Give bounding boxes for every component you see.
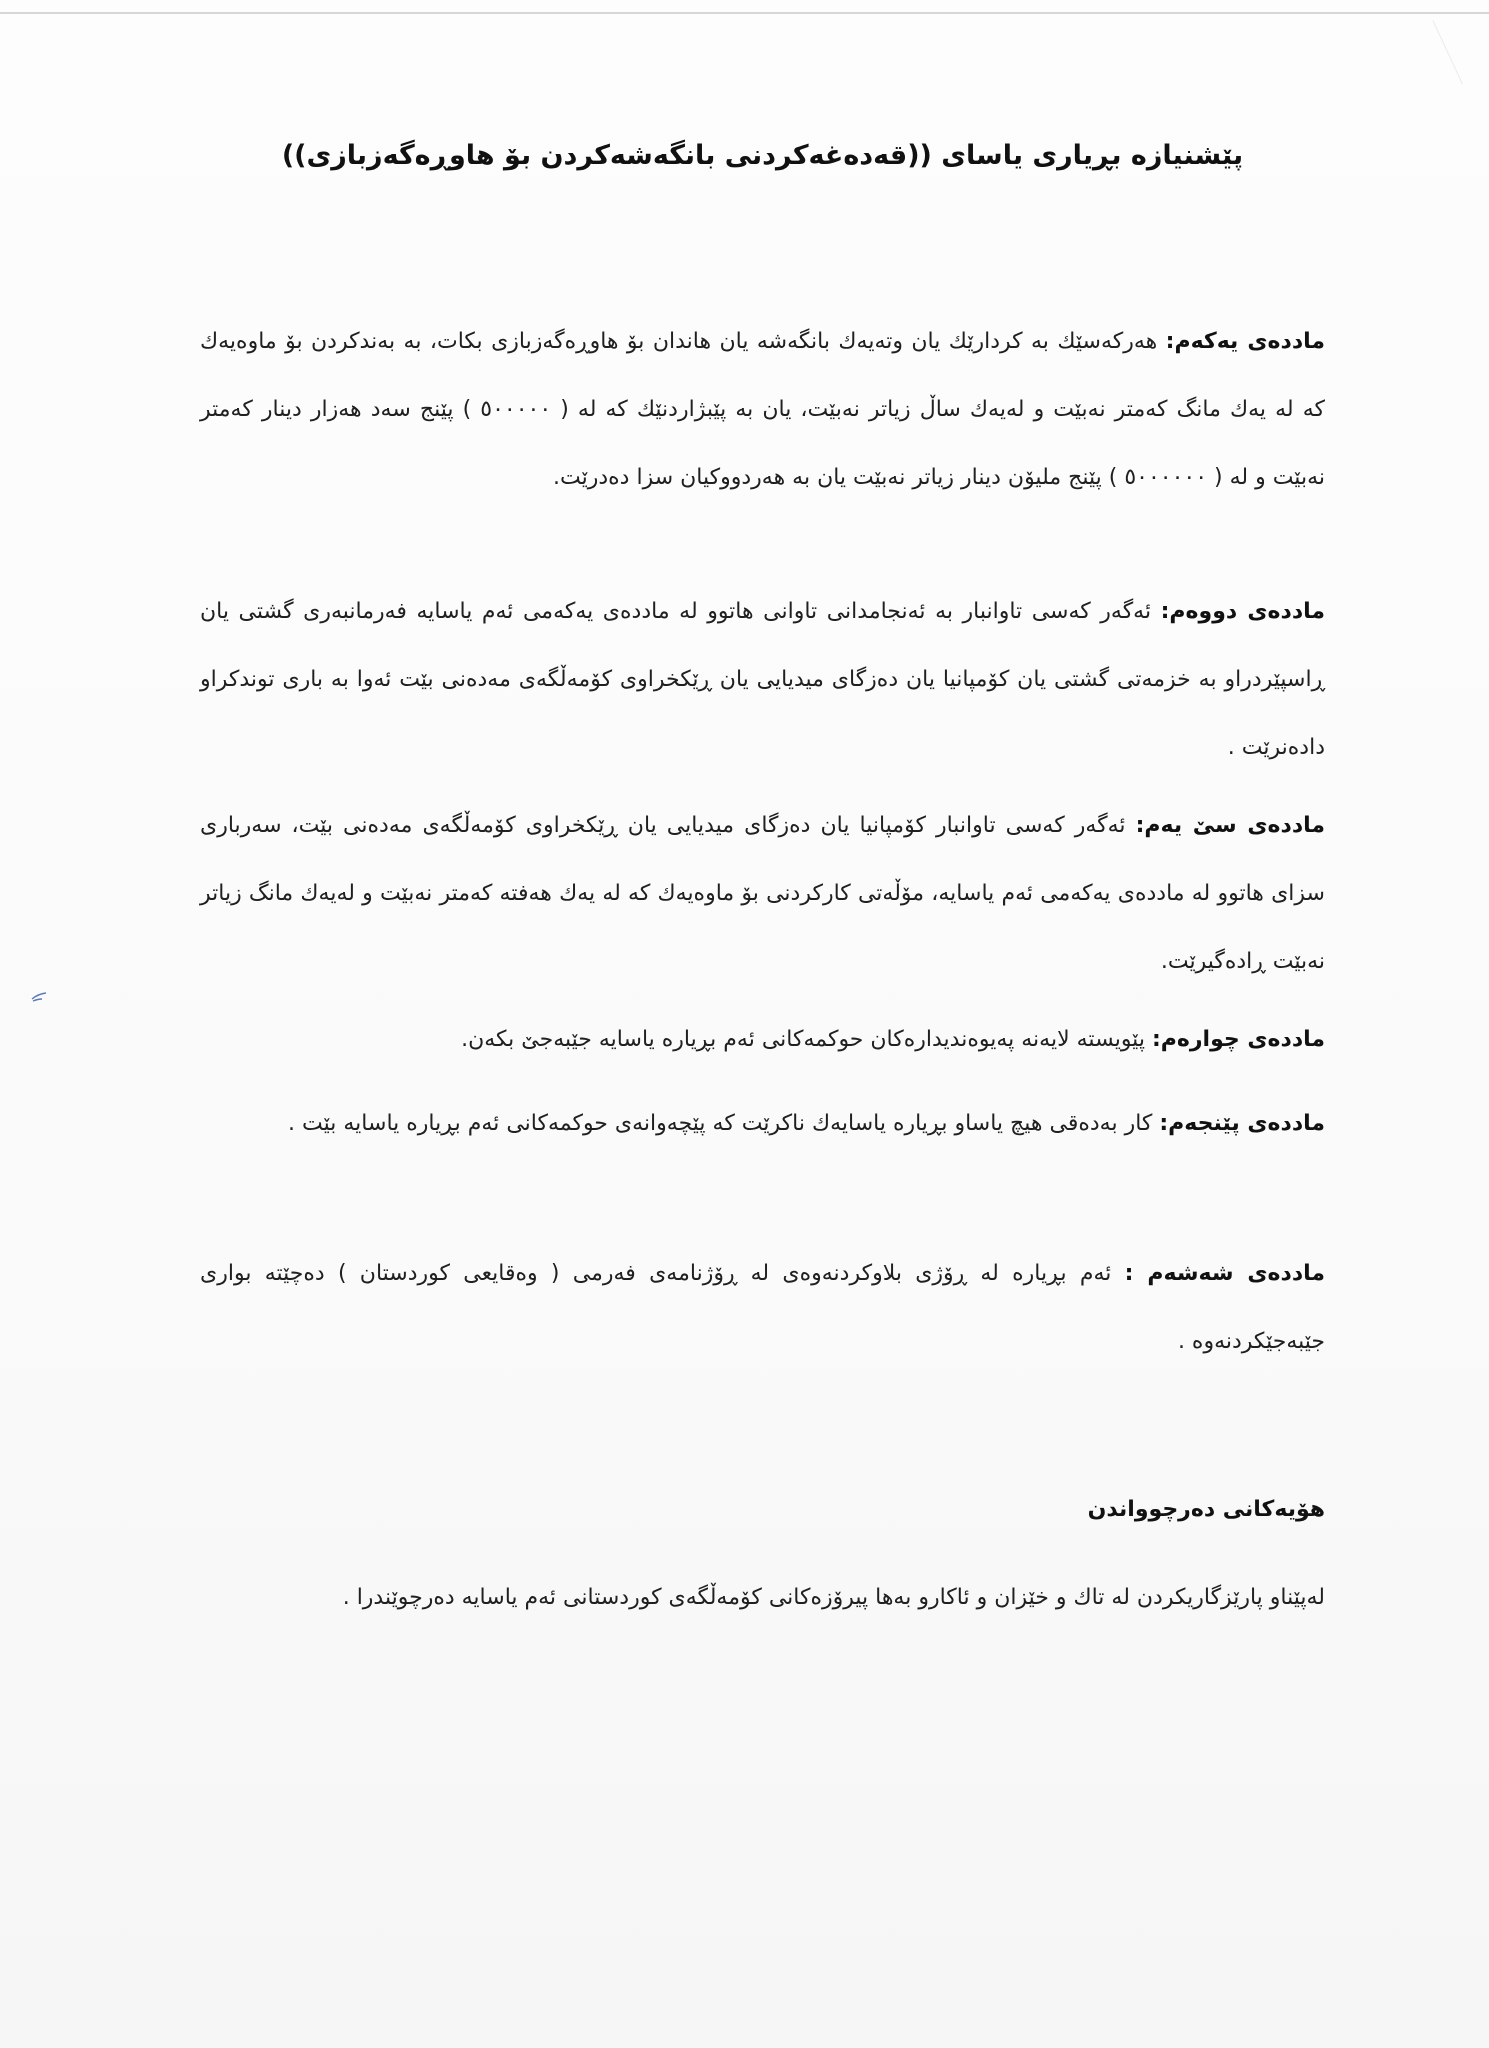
article-3: [200, 792, 1325, 996]
article-1-label: ماددەی یەکەم:: [1165, 329, 1326, 354]
article-2-text: ئەگەر کەسی تاوانبار بە ئەنجامدانی تاوانی هاتوو لە ماددەی یەکەمی ئەم یاسایە فەرمانبەری گشتی یان ڕاسپێردراو بە خزمەتی گشتی یان کۆمپانیا یان دەزگای میدیایی یان ڕێکخراوی کۆمەڵگەی مەدەنی بێت ئەوا بە باری توندکراو دادەنرێت .: [200, 599, 1325, 760]
article-1-text: هەرکەسێك بە کردارێك یان وتەیەك بانگەشە یان هاندان بۆ هاوڕەگەزبازی بکات، بە بەندکردن بۆ ماوەیەك کە لە یەك مانگ کەمتر نەبێت و لەیەك ساڵ زیاتر نەبێت، یان بە پێبژاردنێك کە لە ( ٥٠٠٠٠٠ ) پێنج سەد هەزار دینار کەمتر نەبێت و لە ( ٥٠٠٠٠٠٠ ) پێنج ملیۆن دینار زیاتر نەبێت یان بە هەردووکیان سزا دەدرێت.: [200, 329, 1325, 490]
article-5-text: کار بەدەقی هیچ یاساو بڕیارە یاسایەك ناکرێت کە پێچەوانەی حوکمەکانی ئەم بڕیارە یاسایە بێت .: [288, 1111, 1160, 1136]
page-top-edge: [0, 12, 1489, 14]
article-3-label: ماددەی سێ یەم:: [1135, 813, 1325, 838]
article-5-label: ماددەی پێنجەم:: [1159, 1111, 1325, 1136]
article-4-text: پێویستە لایەنە پەیوەندیدارەکان حوکمەکانی ئەم بڕیارە یاسایە جێبەجێ بکەن.: [461, 1027, 1152, 1052]
pen-stroke-mark: [30, 990, 48, 1004]
reasons-text: لەپێناو پارێزگاریکردن لە تاك و خێزان و ئاکارو بەها پیرۆزەکانی کۆمەڵگەی کوردستانی ئەم یاسایە دەرچوێندرا .: [342, 1585, 1325, 1610]
document-title: پێشنیازە بڕیاری یاسای ((قەدەغەکردنی بانگەشەکردن بۆ هاوڕەگەزبازی)): [281, 140, 1244, 171]
article-4: [200, 1006, 1325, 1074]
reasons-heading: هۆیەکانی دەرچوواندن: [1087, 1497, 1325, 1522]
article-6-text: ئەم بڕیارە لە ڕۆژی بلاوکردنەوەی لە ڕۆژنامەی فەرمی ( وەقایعی کوردستان ) دەچێتە بواری جێبەجێکردنەوە .: [200, 1261, 1325, 1354]
article-2: [200, 578, 1325, 782]
article-5: [200, 1090, 1325, 1158]
article-2-label: ماددەی دووەم:: [1160, 599, 1325, 624]
page-corner-crease: [1378, 20, 1463, 109]
article-3-text: ئەگەر کەسی تاوانبار کۆمپانیا یان دەزگای میدیایی یان ڕێکخراوی کۆمەڵگەی مەدەنی بێت، سەرباری سزای هاتوو لە ماددەی یەکەمی ئەم یاسایە، مۆڵەتی کارکردنی بۆ ماوەیەك کە لە یەك هەفتە کەمتر نەبێت و لەیەك مانگ زیاتر نەبێت ڕادەگیرێت.: [200, 813, 1325, 974]
article-4-label: ماددەی چوارەم:: [1151, 1027, 1325, 1052]
article-6: [200, 1240, 1325, 1376]
article-6-label: ماددەی شەشەم :: [1124, 1261, 1325, 1286]
article-1: [200, 308, 1325, 512]
